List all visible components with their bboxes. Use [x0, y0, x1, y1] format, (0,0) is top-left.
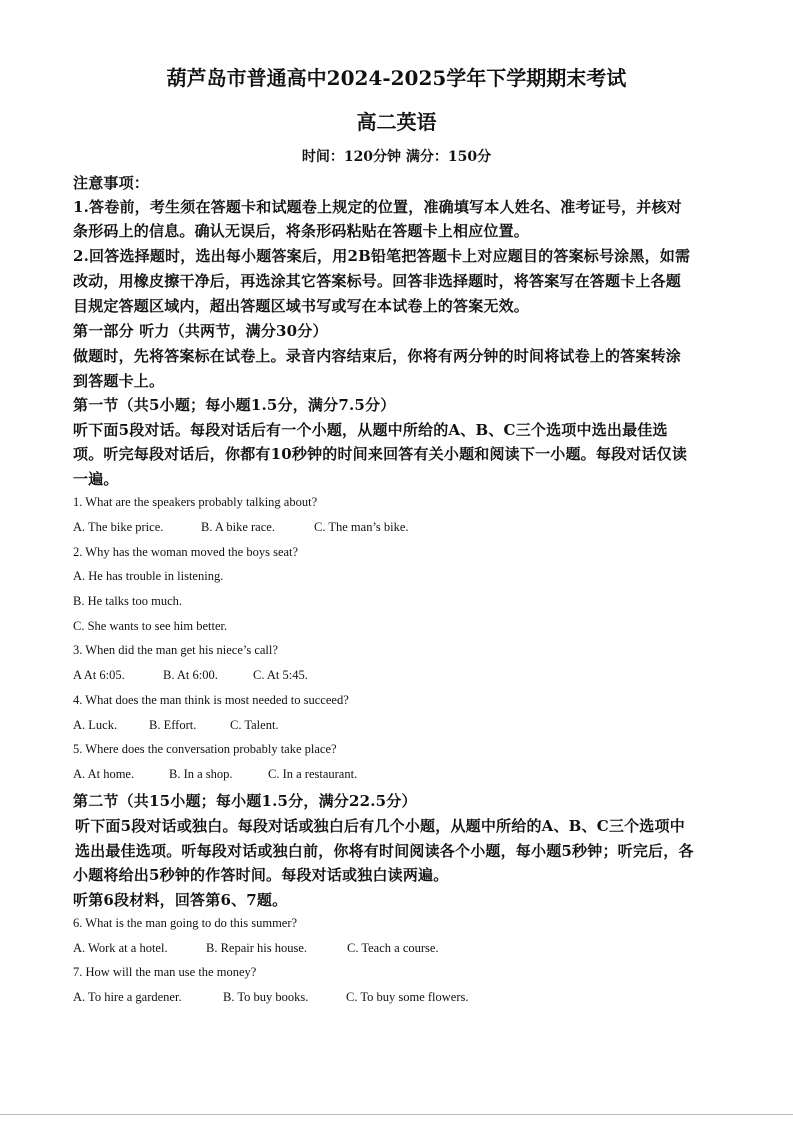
option-3c: C. At 5:45. [253, 668, 308, 682]
section1-intro-line1: 听下面5段对话。每段对话后有一个小题，从题中所给的A、B、C三个选项中选出最佳选 [73, 421, 668, 439]
option-7a: A. To hire a gardener. [73, 990, 182, 1004]
option-1a: A. The bike price. [73, 520, 164, 534]
options-4 [73, 718, 279, 733]
notice-item2-line2: 改动，用橡皮擦干净后，再选涂其它答案标号。回答非选择题时，将答案写在答题卡上各题 [73, 272, 682, 290]
notice-item1-line2: 条形码上的信息。确认无误后，将条形码粘贴在答题卡上相应位置。 [73, 222, 530, 240]
question-7: 7. How will the man use the money? [73, 965, 257, 979]
option-7c: C. To buy some flowers. [346, 990, 469, 1004]
option-4b: B. Effort. [149, 718, 197, 732]
page-bottom-divider [0, 1114, 793, 1115]
part1-intro-line1: 做题时，先将答案标在试卷上。录音内容结束后，你将有两分钟的时间将试卷上的答案转涂 [73, 347, 682, 365]
options-3 [73, 668, 308, 683]
option-3a: A At 6:05. [73, 668, 125, 682]
question-1: 1. What are the speakers probably talking about? [73, 495, 318, 509]
question-6: 6. What is the man going to do this summer? [73, 916, 298, 930]
section1-intro-line2: 项。听完每段对话后，你都有10秒钟的时间来回答有关小题和阅读下一小题。每段对话仅读 [73, 445, 688, 463]
option-3b: B. At 6:00. [163, 668, 218, 682]
notice-item1-line1: 1.答卷前，考生须在答题卡和试题卷上规定的位置，准确填写本人姓名、准考证号，并核对 [73, 198, 682, 216]
option-4c: C. Talent. [230, 718, 279, 732]
exam-title: 葫芦岛市普通高中2024-2025学年下学期期末考试 [166, 66, 627, 90]
notice-item2-line3: 目规定答题区域内，超出答题区域书写或写在本试卷上的答案无效。 [73, 297, 530, 315]
question-3: 3. When did the man get his niece’s call? [73, 643, 278, 657]
option-5b: B. In a shop. [169, 767, 233, 781]
section1-intro-line3: 一遍。 [73, 470, 119, 488]
option-5c: C. In a restaurant. [268, 767, 358, 781]
section2-heading: 第二节（共15小题；每小题1.5分，满分22.5分） [73, 792, 417, 810]
part1-heading: 第一部分 听力（共两节，满分30分） [73, 322, 328, 340]
question-5: 5. Where does the conversation probably take place? [73, 742, 337, 756]
part1-intro-line2: 到答题卡上。 [73, 372, 165, 390]
section2-intro-line1: 听下面5段对话或独白。每段对话或独白后有几个小题，从题中所给的A、B、C三个选项中 [75, 817, 685, 835]
question-4: 4. What does the man think is most needed to succeed? [73, 693, 349, 707]
option-2b: B. He talks too much. [73, 594, 183, 608]
option-6a: A. Work at a hotel. [73, 941, 168, 955]
question-2: 2. Why has the woman moved the boys seat? [73, 545, 299, 559]
options-5 [73, 767, 357, 782]
option-6c: C. Teach a course. [347, 941, 439, 955]
notice-heading: 注意事项： [73, 174, 150, 192]
subject-title: 高二英语 [356, 110, 437, 134]
time-info: 时间：120分钟 满分：150分 [301, 149, 492, 165]
options-6 [73, 941, 439, 956]
options-1 [73, 520, 409, 535]
option-7b: B. To buy books. [223, 990, 309, 1004]
section2-intro-line3: 小题将给出5秒钟的作答时间。每段对话或独白读两遍。 [73, 866, 449, 884]
option-6b: B. Repair his house. [206, 941, 308, 955]
option-2c: C. She wants to see him better. [73, 619, 228, 633]
notice-item2-line1: 2.回答选择题时，选出每小题答案后，用2B铅笔把答题卡上对应题目的答案标号涂黑，如需 [73, 247, 691, 265]
section1-heading: 第一节（共5小题；每小题1.5分，满分7.5分） [73, 396, 396, 414]
section2-intro-line2: 选出最佳选项。听每段对话或独白前，你将有时间阅读各个小题，每小题5秒钟；听完后，各 [75, 842, 694, 860]
option-2a: A. He has trouble in listening. [73, 569, 224, 583]
option-1c: C. The man’s bike. [314, 520, 409, 534]
option-4a: A. Luck. [73, 718, 118, 732]
material-6-heading: 听第6段材料，回答第6、7题。 [73, 891, 288, 909]
option-1b: B. A bike race. [201, 520, 275, 534]
options-7 [73, 990, 469, 1005]
option-5a: A. At home. [73, 767, 135, 781]
